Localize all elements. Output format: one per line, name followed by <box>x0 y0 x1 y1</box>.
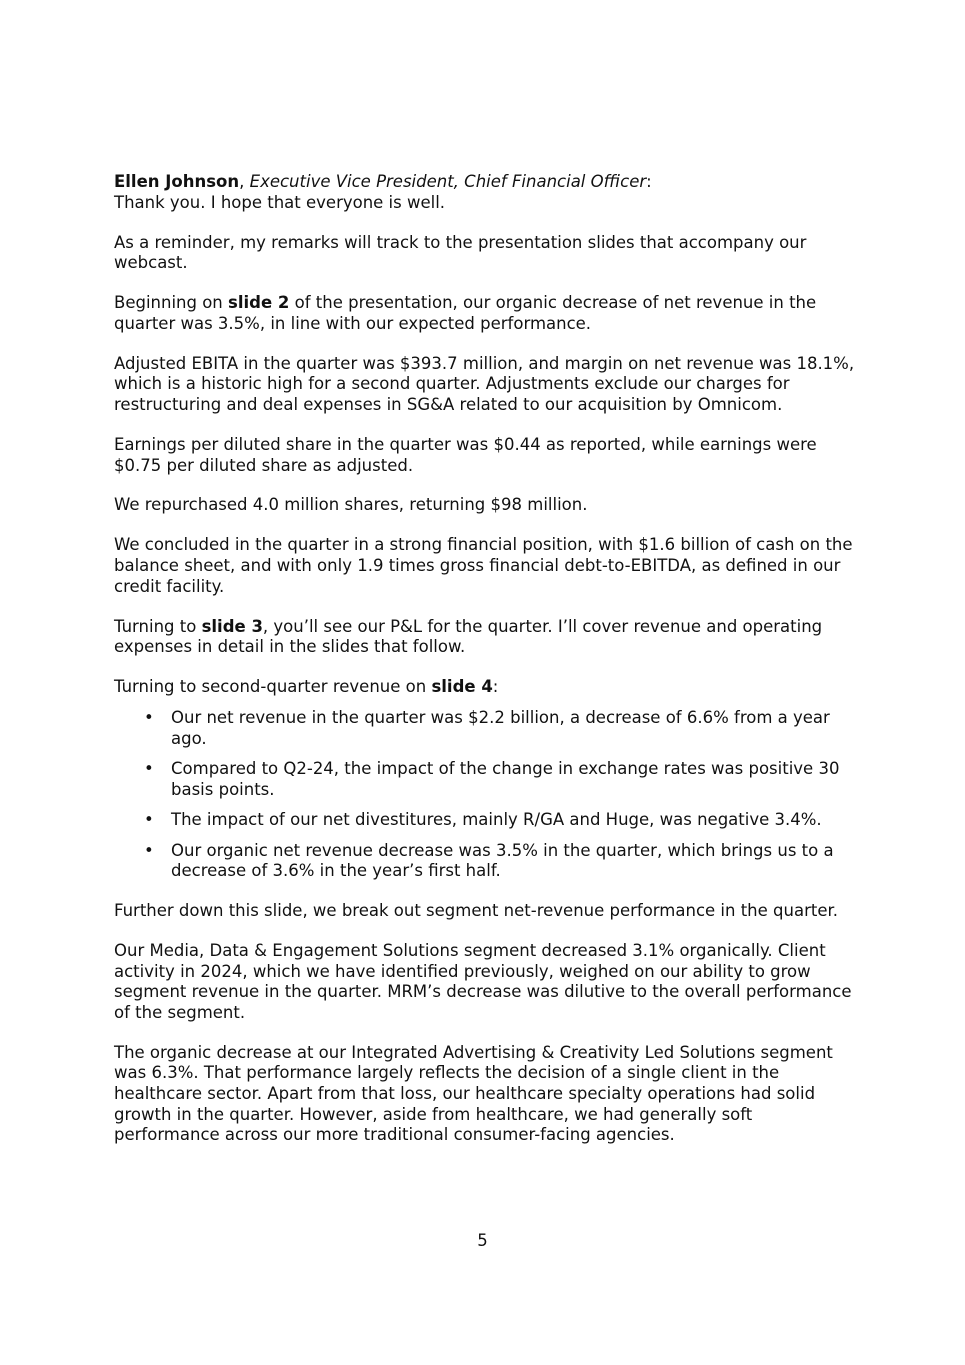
paragraph-financial-position: We concluded in the quarter in a strong financial position, with $1.6 billion of cash on the balance sheet, and with only 1.9 times gross financial debt-to-EBITDA, as defined in our credit facility. <box>114 535 853 596</box>
text-run: Beginning on <box>114 293 229 313</box>
speaker-name: Ellen Johnson <box>114 172 240 191</box>
bullet-item: • Our organic net revenue decrease was 3.5% in the quarter, which brings us to a decrease of 3.6% in the year’s first half. <box>171 841 859 882</box>
paragraph-slide-3 <box>114 617 859 658</box>
paragraph-segment-intro: Further down this slide, we break out segment net-revenue performance in the quarter. <box>114 901 838 921</box>
revenue-bullet-list <box>114 708 859 882</box>
paragraph-reminder: As a reminder, my remarks will track to the presentation slides that accompany our webcast. <box>114 232 807 273</box>
speaker-intro <box>114 172 859 213</box>
paragraph-mdes-segment: Our Media, Data & Engagement Solutions segment decreased 3.1% organically. Client activity in 2024, which we have identified previously, weighed on our ability to grow segment revenue in the quarter. MRM’s decrease was dilutive to the overall performance of the segment. <box>114 941 852 1022</box>
slide-reference-2: slide 2 <box>228 293 290 313</box>
speaker-greeting: Thank you. I hope that everyone is well. <box>114 192 446 212</box>
speaker-title: Executive Vice President, Chief Financial Officer <box>249 172 647 191</box>
paragraph-iacs-segment: The organic decrease at our Integrated Advertising & Creativity Led Solutions segment was 6.3%. That performance largely reflects the decision of a single client in the healthcare sector. Apart from that loss, our healthcare specialty operations had solid growth in the quarter. However, aside from healthcare, we had generally soft performance across our more traditional consumer-facing agencies. <box>114 1042 833 1145</box>
bullet-item: • Compared to Q2-24, the impact of the change in exchange rates was positive 30 basis points. <box>171 759 859 800</box>
bullet-item: • Our net revenue in the quarter was $2.2 billion, a decrease of 6.6% from a year ago. <box>171 708 859 749</box>
text-run: , you’ll see our P&L for the quarter. I’ll cover revenue and operating expenses in detail in the slides that follow. <box>114 616 823 657</box>
paragraph-repurchase: We repurchased 4.0 million shares, returning $98 million. <box>114 495 588 515</box>
text-run: Turning to <box>114 616 202 636</box>
text-run: : <box>492 677 499 697</box>
speaker-colon: : <box>646 172 652 191</box>
speaker-separator: , <box>239 172 250 191</box>
paragraph-slide-4 <box>114 677 859 698</box>
bullet-item: • The impact of our net divestitures, mainly R/GA and Huge, was negative 3.4%. <box>171 810 859 831</box>
slide-reference-4: slide 4 <box>431 677 493 697</box>
transcript-page <box>114 172 859 1165</box>
page-number: 5 <box>477 1231 488 1250</box>
paragraph-eps: Earnings per diluted share in the quarter was $0.44 as reported, while earnings were $0.75 per diluted share as adjusted. <box>114 434 817 475</box>
paragraph-slide-2 <box>114 293 859 334</box>
slide-reference-3: slide 3 <box>201 616 263 636</box>
text-run: of the presentation, our organic decrease of net revenue in the quarter was 3.5%, in line with our expected performance. <box>114 293 817 333</box>
text-run: Turning to second-quarter revenue on <box>114 677 432 697</box>
paragraph-ebita: Adjusted EBITA in the quarter was $393.7 million, and margin on net revenue was 18.1%, which is a historic high for a second quarter. Adjustments exclude our charges for restructuring and deal expenses in SG&A related to our acquisition by Omnicom. <box>114 353 855 414</box>
